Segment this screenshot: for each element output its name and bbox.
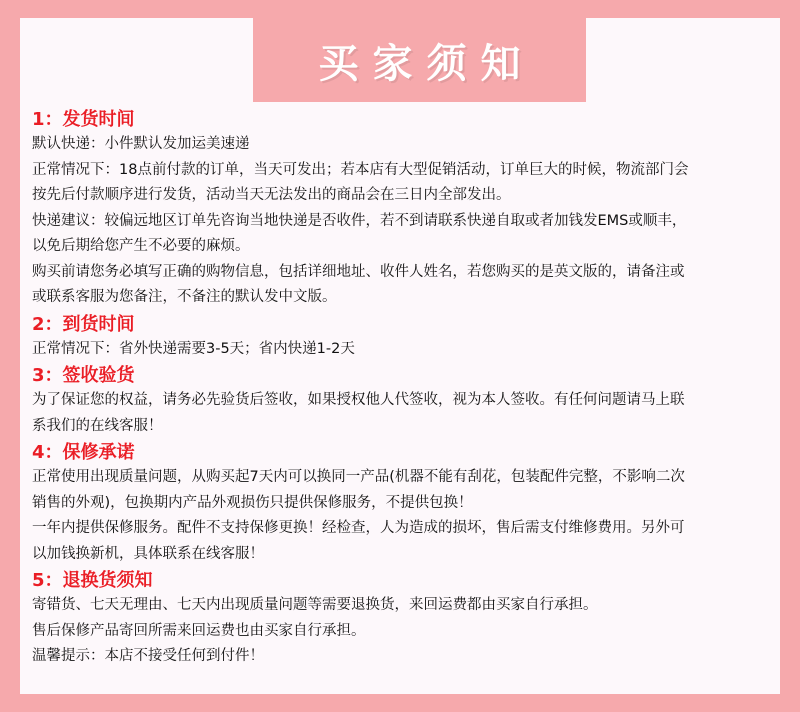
section-text-line: 或联系客服为您备注，不备注的默认发中文版。 (32, 289, 337, 305)
section-title: 1：发货时间 (32, 109, 135, 130)
section-text-line: 正常情况下：18点前付款的订单，当天可发出；若本店有大型促销活动，订单巨大的时候，物流部门会 (32, 161, 689, 178)
section-text-line: 按先后付款顺序进行发货，活动当天无法发出的商品会在三日内全部发出。 (32, 187, 511, 203)
section-text-line: 售后保修产品寄回所需来回运费也由买家自行承担。 (32, 622, 366, 639)
section-text-line: 正常情况下：省外快递需要3-5天；省内快递1-2天 (32, 340, 355, 357)
section-text-line: 销售的外观)，包换期内产品外观损伤只提供保修服务，不提供包换！ (32, 494, 473, 511)
section-title: 5：退换货须知 (32, 570, 153, 591)
section-text-line: 默认快递：小件默认发加运美速递 (32, 136, 250, 152)
section-text-line: 系我们的在线客服！ (32, 417, 163, 434)
section-title: 3：签收验货 (32, 365, 135, 386)
section-text-line: 快递建议：较偏远地区订单先咨询当地快递是否收件，若不到请联系快递自取或者加钱发EMS或顺丰， (32, 212, 687, 229)
section-title: 2：到货时间 (32, 313, 135, 335)
title-banner (253, 18, 586, 102)
section-text-line: 为了保证您的权益，请务必先验货后签收，如果授权他人代签收，视为本人签收。有任何问题请马上联 (32, 392, 685, 408)
section-text-line: 正常使用出现质量问题，从购买起7天内可以换同一产品(机器不能有刮花，包装配件完整，不影响二次 (32, 469, 685, 485)
section-text-line: 温馨提示：本店不接受任何到付件！ (32, 648, 264, 664)
section-text-line: 购买前请您务必填写正确的购物信息，包括详细地址、收件人姓名，若您购买的是英文版的，请备注或 (32, 263, 685, 280)
page-title: 买家须知 (318, 40, 535, 87)
section-text-line: 一年内提供保修服务。配件不支持保修更换！经检查，人为造成的损坏，售后需支付维修费用。另外可 (32, 520, 685, 536)
section-text-line: 寄错货、七天无理由、七天内出现质量问题等需要退换货，来回运费都由买家自行承担。 (32, 597, 598, 613)
section-title: 4：保修承诺 (32, 442, 135, 463)
section-text-line: 以加钱换新机，具体联系在线客服！ (32, 545, 264, 562)
section-text-line: 以免后期给您产生不必要的麻烦。 (32, 238, 250, 254)
notice-content (32, 106, 772, 670)
